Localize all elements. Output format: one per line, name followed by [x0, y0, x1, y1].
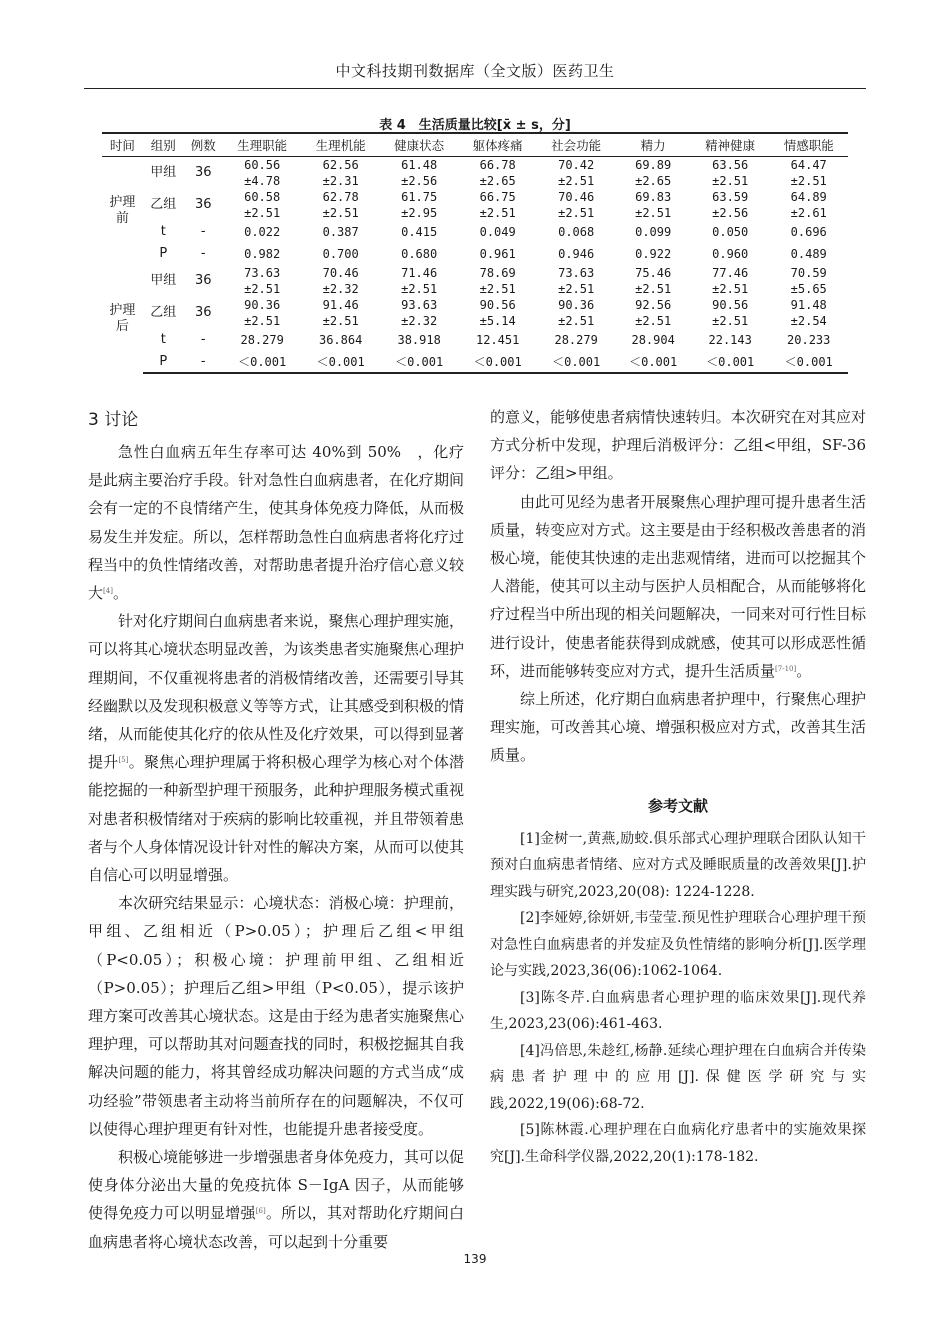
column-header: 健康状态: [380, 133, 459, 157]
count-cell: -: [200, 224, 206, 239]
value-cell: 91.46 ±2.51: [322, 298, 359, 328]
value-cell: 64.89 ±2.61: [790, 190, 827, 220]
value-cell: 77.46 ±2.51: [712, 266, 749, 296]
group-cell: 乙组: [150, 305, 177, 320]
value-cell: 60.56 ±4.78: [244, 158, 281, 188]
value-cell: 0.068: [558, 225, 595, 239]
value-cell: 28.279: [554, 333, 598, 347]
value-cell: 69.89 ±2.65: [635, 158, 672, 188]
value-cell: 69.83 ±2.51: [635, 190, 672, 220]
value-cell: 0.960: [712, 247, 749, 261]
group-cell: 甲组: [150, 165, 177, 180]
table-row: [102, 221, 848, 243]
time-cell: 护理 前: [109, 195, 136, 226]
value-cell: 0.415: [401, 225, 438, 239]
column-header: 精神健康: [691, 133, 770, 157]
table-row: [102, 329, 848, 351]
value-cell: 63.59 ±2.56: [712, 190, 749, 220]
value-cell: ＜0.001: [537, 351, 616, 373]
value-cell: 70.42 ±2.51: [558, 158, 595, 188]
table-row: [102, 297, 848, 329]
table-row: [102, 189, 848, 221]
count-cell: -: [200, 246, 206, 261]
left-column: [88, 406, 464, 1256]
table-title: 表 4 生活质量比较[x̄ ± s，分]: [379, 118, 571, 133]
value-cell: 0.922: [635, 247, 672, 261]
value-cell: ＜0.001: [691, 351, 770, 373]
table-body: [102, 157, 848, 374]
value-cell: 62.56 ±2.31: [322, 158, 359, 188]
value-cell: 71.46 ±2.51: [401, 266, 438, 296]
value-cell: 90.36 ±2.51: [558, 298, 595, 328]
table-header-row: [102, 133, 848, 157]
value-cell: 38.918: [397, 333, 441, 347]
value-cell: 0.049: [479, 225, 516, 239]
table-row: [102, 157, 848, 190]
value-cell: 75.46 ±2.51: [635, 266, 672, 296]
paragraph: 的意义，能够使患者病情快速转归。本次研究在对其应对方式分析中发现，护理后消极评分：乙组<甲组，SF-36 评分：乙组>甲组。: [490, 408, 866, 483]
paragraph: 由此可见经为患者开展聚焦心理护理可提升患者生活质量，转变应对方式。这主要是由于经积极改善患者的消极心境，能使其快速的走出悲观情绪，进而可以挖掘其个人潜能，使其可以主动与医护人员相配合，从而能够将化疗过程当中所出现的相关问题解决，一同来对可行性目标进行设计，使患者能获得到成就感，使其可以形成恶性循环，进而能够转变应对方式，提升生活质量[7-10]。: [490, 492, 866, 680]
value-cell: 0.022: [244, 225, 281, 239]
value-cell: 0.946: [558, 247, 595, 261]
group-cell: 乙组: [150, 197, 177, 212]
value-cell: 91.48 ±2.54: [790, 298, 827, 328]
value-cell: 93.63 ±2.32: [401, 298, 438, 328]
reference-item: [4]冯倍思,朱趁红,杨静.延续心理护理在白血病合并传染病患者护理中的应用[J].保健医学研究与实践,2022,19(06):68-72.: [490, 1042, 866, 1112]
value-cell: ＜0.001: [769, 351, 848, 373]
count-cell: 36: [195, 165, 212, 180]
value-cell: 90.56 ±2.51: [712, 298, 749, 328]
value-cell: ＜0.001: [615, 351, 691, 373]
value-cell: 78.69 ±2.51: [479, 266, 516, 296]
header-rule: [84, 88, 866, 89]
references-title: 参考文献: [647, 796, 708, 815]
reference-item: [5]陈林霞.心理护理在白血病化疗患者中的实施效果探究[J].生命科学仪器,2022,20(1):178-182.: [490, 1122, 866, 1165]
table-row: [102, 243, 848, 265]
value-cell: 0.050: [712, 225, 749, 239]
column-header: 时间: [102, 133, 143, 157]
group-cell: t: [160, 224, 166, 239]
value-cell: 0.489: [790, 247, 827, 261]
value-cell: 66.75 ±2.51: [479, 190, 516, 220]
count-cell: 36: [195, 197, 212, 212]
column-header: 组别: [143, 133, 184, 157]
column-header: 例数: [184, 133, 223, 157]
value-cell: 22.143: [708, 333, 752, 347]
value-cell: ＜0.001: [458, 351, 537, 373]
count-cell: -: [200, 332, 206, 347]
quality-of-life-table: [102, 132, 848, 374]
paragraph: 本次研究结果显示：心境状态：消极心境：护理前，甲组、乙组相近（P>0.05）；护理后乙组<甲组（P<0.05）；积极心境：护理前甲组、乙组相近（P>0.05）；护理后乙组>甲组（P<0.05），提示该护理方案可改善其心境状态。这是由于经为患者实施聚焦心理护理，可以帮助其对问题查找的同时，积极挖掘其自我解决问题的能力，将其曾经成功解决问题的方式当成“成功经验”带领患者主动将当前所存在的问题解决，不仅可以使得心理护理更有针对性，也能提升患者接受度。: [88, 894, 464, 1138]
column-header: 精力: [615, 133, 691, 157]
value-cell: 0.099: [635, 225, 672, 239]
table-row: [102, 351, 848, 373]
paragraph: 急性白血病五年生存率可达 40%到 50% ，化疗是此病主要治疗手段。针对急性白血病患者，在化疗期间会有一定的不良情绪产生，使其身体免疫力降低，从而极易发生并发症。所以，怎样帮助急性白血病患者将化疗过程当中的负性情绪改善，对帮助患者提升治疗信心意义较大[4]。: [88, 443, 464, 603]
references-list: [490, 826, 866, 1171]
column-header: 社会功能: [537, 133, 616, 157]
value-cell: ＜0.001: [301, 351, 380, 373]
page-number: 139: [463, 1252, 487, 1266]
value-cell: 20.233: [787, 333, 831, 347]
group-cell: P: [143, 351, 184, 373]
reference-item: [2]李娅婷,徐妍妍,韦莹莹.预见性护理联合心理护理干预对急性白血病患者的并发症及负性情绪的影响分析[J].医学理论与实践,2023,36(06):1062-1064.: [490, 910, 866, 980]
value-cell: 70.59 ±5.65: [790, 266, 827, 296]
value-cell: 0.680: [401, 247, 438, 261]
value-cell: 70.46 ±2.51: [558, 190, 595, 220]
section-heading: 3 讨论: [88, 410, 139, 430]
value-cell: 64.47 ±2.51: [790, 158, 827, 188]
value-cell: 92.56 ±2.51: [635, 298, 672, 328]
value-cell: 0.696: [790, 225, 827, 239]
value-cell: 90.36 ±2.51: [244, 298, 281, 328]
value-cell: 0.700: [322, 247, 359, 261]
value-cell: ＜0.001: [223, 351, 302, 373]
count-cell: 36: [195, 273, 212, 288]
paragraph: 针对化疗期间白血病患者来说，聚焦心理护理实施，可以将其心境状态明显改善，为该类患者实施聚焦心理护理期间，不仅重视将患者的消极情绪改善，还需要引导其经幽默以及发现积极意义等等方式，让其感受到积极的情绪，从而能使其化疗的依从性及化疗效果，可以得到显著提升[5]。聚焦心理护理属于将积极心理学为核心对个体潜能挖掘的一种新型护理干预服务，此种护理服务模式重视对患者积极情绪对于疾病的影响比较重视，并且带领着患者与个人身体情况设计针对性的解决方案，从而可以使其自信心可以明显增强。: [88, 612, 464, 885]
value-cell: 60.58 ±2.51: [244, 190, 281, 220]
reference-item: [3]陈冬芹.白血病患者心理护理的临床效果[J].现代养生,2023,23(06):461-463.: [490, 989, 866, 1033]
value-cell: 70.46 ±2.32: [322, 266, 359, 296]
table-row: [102, 265, 848, 297]
value-cell: 0.387: [322, 225, 359, 239]
value-cell: 73.63 ±2.51: [244, 266, 281, 296]
paragraph: 积极心境能够进一步增强患者身体免疫力，其可以促使身体分泌出大量的免疫抗体 S－IgA 因子，从而能够使得免疫力可以明显增强[6]。所以，其对帮助化疗期间白血病患者将心境状态改善，可以起到十分重要: [88, 1148, 464, 1251]
paragraph: 综上所述，化疗期白血病患者护理中，行聚焦心理护理实施，可改善其心境、增强积极应对方式，改善其生活质量。: [490, 690, 866, 765]
column-header: 生理职能: [223, 133, 302, 157]
value-cell: 61.75 ±2.95: [401, 190, 438, 220]
value-cell: 28.904: [631, 333, 675, 347]
value-cell: 36.864: [318, 333, 363, 347]
time-cell: 护理 后: [109, 303, 136, 334]
value-cell: ＜0.001: [380, 351, 459, 373]
group-cell: 甲组: [150, 273, 177, 288]
group-cell: P: [159, 246, 168, 261]
count-cell: 36: [195, 305, 212, 320]
value-cell: 62.78 ±2.51: [322, 190, 359, 220]
column-header: 情感职能: [769, 133, 848, 157]
right-column: [490, 403, 866, 1170]
reference-item: [1]金树一,黄燕,励蛟.俱乐部式心理护理联合团队认知干预对白血病患者情绪、应对方式及睡眠质量的改善效果[J].护理实践与研究,2023,20(08): 1224-1228.: [490, 830, 866, 900]
column-header: 生理机能: [301, 133, 380, 157]
count-cell: -: [184, 351, 223, 373]
value-cell: 28.279: [240, 333, 284, 347]
value-cell: 0.982: [244, 247, 281, 261]
value-cell: 12.451: [475, 333, 520, 347]
value-cell: 66.78 ±2.65: [479, 158, 516, 188]
value-cell: 0.961: [479, 247, 516, 261]
value-cell: 61.48 ±2.56: [401, 158, 438, 188]
value-cell: 90.56 ±5.14: [479, 298, 516, 328]
column-header: 躯体疼痛: [458, 133, 537, 157]
group-cell: t: [160, 332, 166, 347]
value-cell: 73.63 ±2.51: [558, 266, 595, 296]
value-cell: 63.56 ±2.51: [712, 158, 749, 188]
journal-header: 中文科技期刊数据库（全文版）医药卫生: [335, 62, 615, 80]
